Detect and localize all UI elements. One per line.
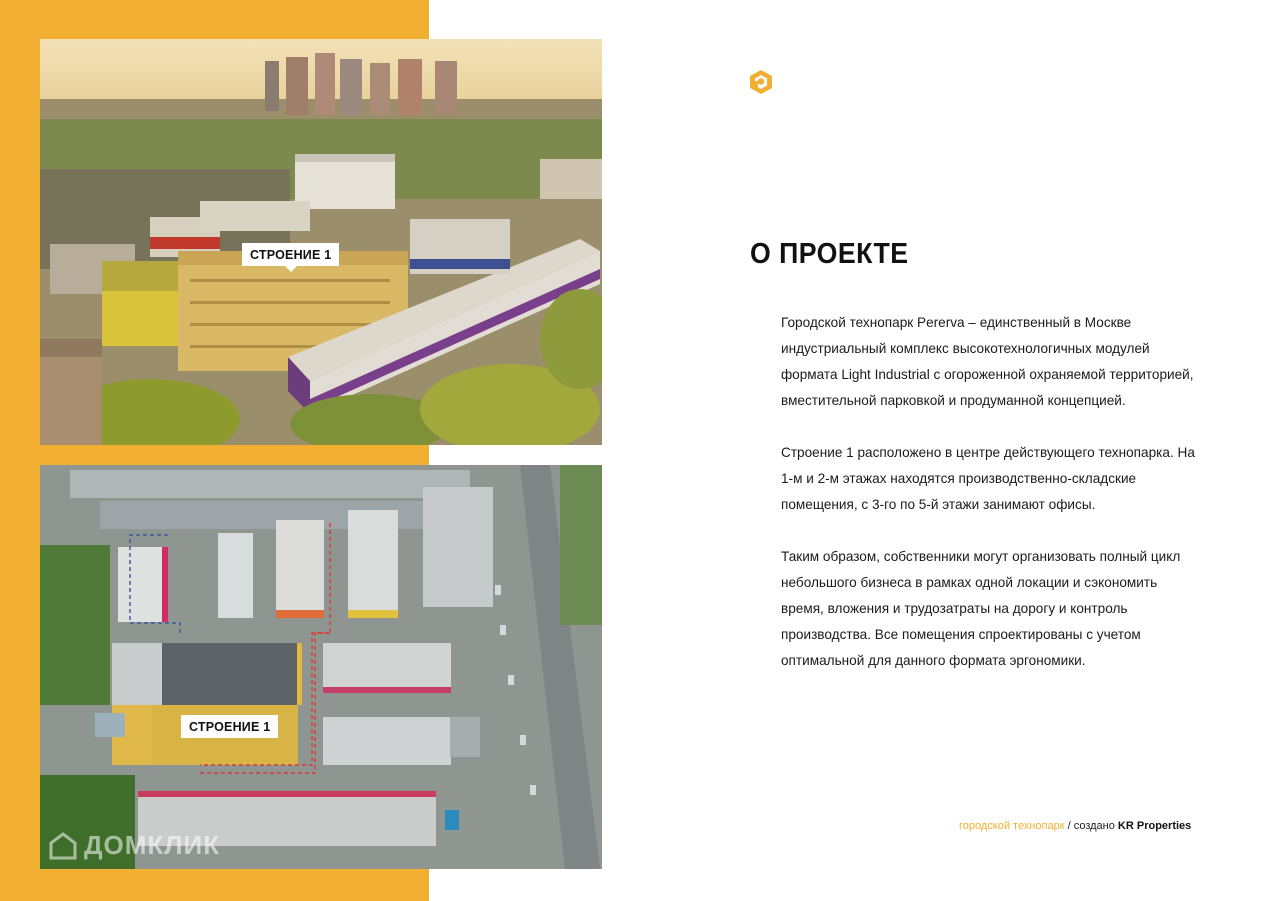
hexagon-p-logo-icon: [749, 69, 773, 95]
footer-credit: [959, 820, 1191, 832]
aerial-photo-perspective: [40, 39, 602, 445]
domclick-icon: [48, 831, 78, 861]
page-title: О ПРОЕКТЕ: [750, 238, 909, 270]
description: [781, 310, 1201, 700]
watermark-text: ДОМКЛИК: [84, 830, 221, 860]
paragraph-intro: Городской технопарк Pererva – единственный в Москве индустриальный комплекс высокотехнологичных модулей формата Light Industrial с огороженной охраняемой территорией, вместительной парковкой и продуманной концепцией.: [781, 315, 1194, 408]
footer-prefix: городской технопарк: [959, 820, 1065, 832]
building-label-top: СТРОЕНИЕ 1: [242, 243, 339, 266]
paragraph-benefits: Таким образом, собственники могут организовать полный цикл небольшого бизнеса в рамках одной локации и сэкономить время, вложения и трудозатраты на дорогу и контроль производства. Все помещения спроектированы с учетом оптимальной для данного формата эргономики.: [781, 549, 1181, 668]
footer-brand: KR Properties: [1117, 820, 1192, 832]
building-label-bottom: СТРОЕНИЕ 1: [181, 715, 278, 738]
aerial-photo-topdown: [40, 465, 602, 869]
watermark: [48, 830, 220, 861]
footer-separator: / создано: [1064, 820, 1118, 832]
paragraph-building: Строение 1 расположено в центре действующего технопарка. На 1-м и 2-м этажах находятся производственно-складские помещения, с 3-го по 5-й этажи занимают офисы.: [781, 445, 1195, 512]
